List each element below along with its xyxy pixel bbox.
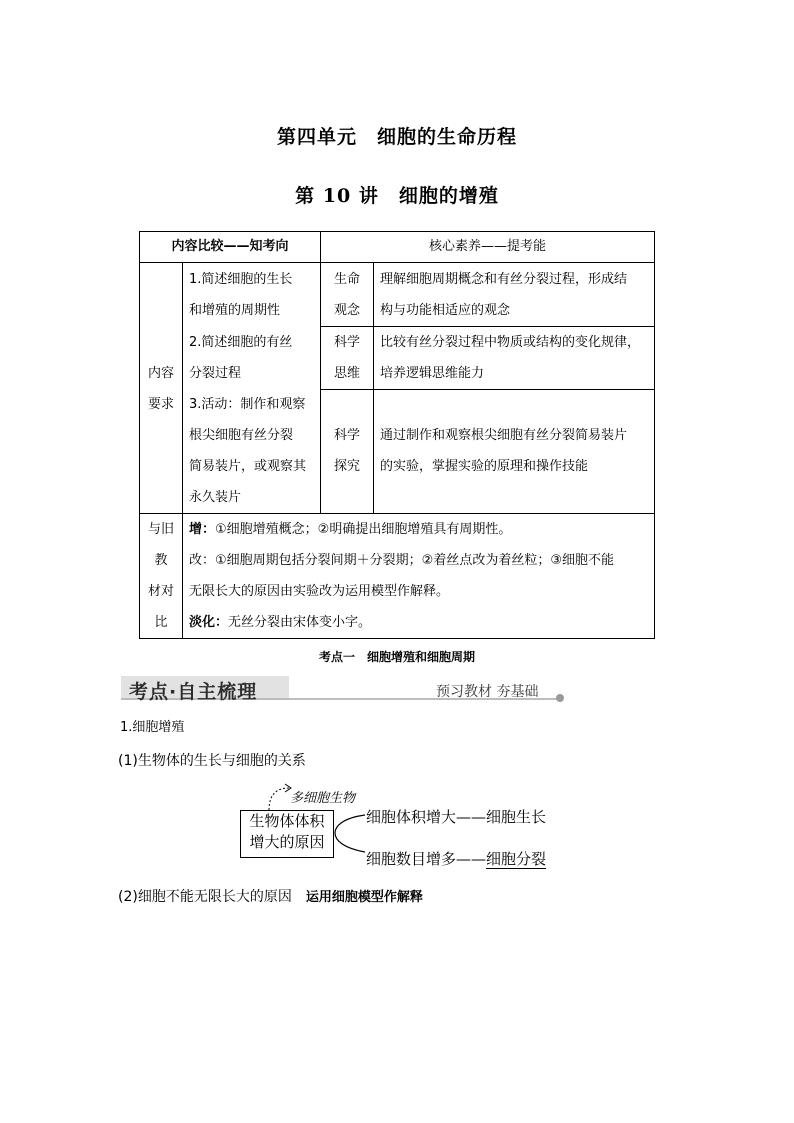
compare-line-add: 增：①细胞增殖概念；②明确提出细胞增殖具有周期性。 xyxy=(189,522,512,537)
content-line: 3.活动：制作和观察 xyxy=(189,397,306,412)
unit-title: 第四单元 细胞的生命历程 xyxy=(276,126,517,148)
content-line: 和增殖的周期性 xyxy=(189,303,281,318)
content-line: 永久装片 xyxy=(189,490,242,505)
content-line: 1.简述细胞的生长 xyxy=(189,272,293,287)
lecture-title: 第 10 讲 细胞的增殖 xyxy=(295,185,499,207)
box-line: 生物体体积 xyxy=(249,812,325,830)
literacy-description: 构与功能相适应的观念 xyxy=(380,303,511,318)
content-line: 2.简述细胞的有丝 xyxy=(189,335,293,350)
literacy-category: 科学 xyxy=(333,335,360,350)
branch-cell-division: 细胞数目增多——细胞分裂 xyxy=(366,850,547,868)
content-label-line2: 要求 xyxy=(147,397,174,412)
literacy-category: 思维 xyxy=(333,366,360,381)
content-line: 根尖细胞有丝分裂 xyxy=(189,428,294,443)
header-content-comparison: 内容比较——知考向 xyxy=(171,239,289,254)
compare-line-change: 改：①细胞周期包括分裂间期＋分裂期；②着丝点改为着丝粒；③细胞不能 xyxy=(189,553,614,568)
literacy-description: 理解细胞周期概念和有丝分裂过程，形成结 xyxy=(380,272,628,287)
section-title: 考点一 细胞增殖和细胞周期 xyxy=(318,650,475,664)
compare-label: 比 xyxy=(154,615,168,630)
compare-line-weaken: 淡化：无丝分裂由宋体变小字。 xyxy=(189,615,372,630)
literacy-category: 探究 xyxy=(333,459,360,474)
brace-icon xyxy=(335,815,365,852)
literacy-category: 观念 xyxy=(333,303,360,318)
diagram-box xyxy=(240,810,334,858)
header-core-literacy: 核心素养——提考能 xyxy=(428,239,546,254)
literacy-description: 通过制作和观察根尖细胞有丝分裂简易装片 xyxy=(380,428,628,443)
literacy-category: 生命 xyxy=(333,272,360,287)
branch-cell-growth: 细胞体积增大——细胞生长 xyxy=(366,808,547,826)
answer-underlined: 细胞分裂 xyxy=(486,850,547,868)
banner-dot-icon xyxy=(556,694,564,702)
compare-label: 材对 xyxy=(147,584,174,599)
compare-label: 教 xyxy=(154,553,168,568)
box-line: 增大的原因 xyxy=(249,833,325,851)
heading-cell-proliferation: 1.细胞增殖 xyxy=(120,720,185,735)
literacy-description: 比较有丝分裂过程中物质或结构的变化规律， xyxy=(380,335,641,350)
subheading-limit-reason: (2)细胞不能无限长大的原因 运用细胞模型作解释 xyxy=(118,889,423,905)
literacy-category: 科学 xyxy=(333,428,360,443)
literacy-description: 的实验，掌握实验的原理和操作技能 xyxy=(380,459,589,474)
compare-line-change-cont: 无限长大的原因由实验改为运用模型作解释。 xyxy=(189,584,450,599)
content-line: 分裂过程 xyxy=(189,366,242,381)
banner-subtitle: 预习教材 夯基础 xyxy=(436,684,539,700)
content-line: 简易装片，或观察其 xyxy=(189,459,307,474)
diagram-annotation: 多细胞生物 xyxy=(290,791,356,806)
content-label-line1: 内容 xyxy=(147,366,174,381)
subheading-growth-relation: (1)生物体的生长与细胞的关系 xyxy=(118,753,306,769)
compare-label: 与旧 xyxy=(147,522,174,537)
literacy-description: 培养逻辑思维能力 xyxy=(380,366,485,381)
banner-title: 考点·自主梳理 xyxy=(129,681,258,703)
